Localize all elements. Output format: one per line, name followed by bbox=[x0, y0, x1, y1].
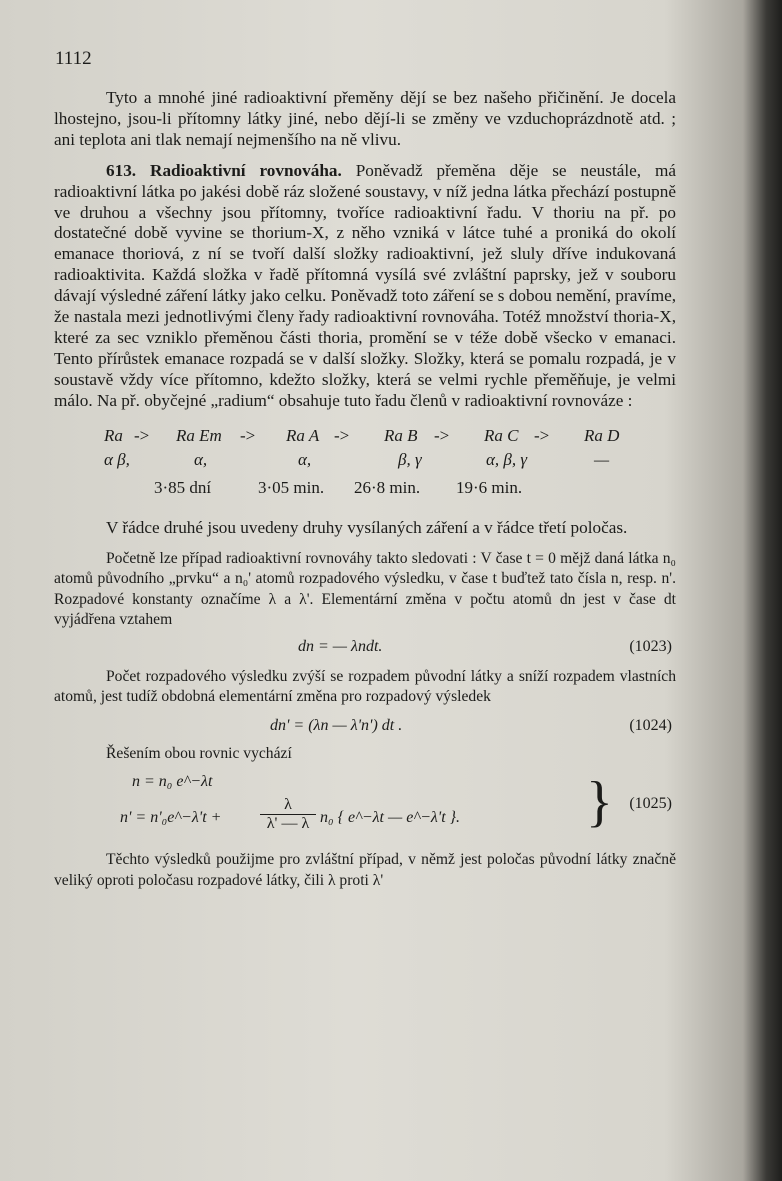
equation-1025-line2-start: n' = n'₀e^−λ't + bbox=[120, 809, 222, 826]
chain-arrow: -> bbox=[334, 425, 350, 445]
radiation-ra-a: α, bbox=[298, 449, 312, 469]
chain-arrow: -> bbox=[434, 425, 450, 445]
chain-member-ra-d: Ra D bbox=[584, 425, 620, 445]
half-life-ra-b: 19·6 min. bbox=[456, 477, 523, 497]
chain-arrow: -> bbox=[134, 425, 150, 445]
page-body bbox=[54, 88, 676, 891]
paragraph-explanation: V řádce druhé jsou uvedeny druhy vysílaných záření a v řádce třetí poločas. bbox=[106, 517, 628, 537]
radiation-ra-b: β, γ bbox=[398, 449, 422, 469]
paragraph-decay-product: Počet rozpadového výsledku zvýší se rozpadem původní látky a sníží rozpadem vlastních atomů, jest tudíž obdobná elementární změna pro rozpadový výsledek bbox=[54, 667, 676, 705]
right-brace: } bbox=[586, 771, 613, 833]
half-life-ra-a: 26·8 min. bbox=[354, 477, 421, 497]
section-title: Radioaktivní rovnováha. bbox=[150, 160, 342, 180]
half-life-ra: 3·85 dní bbox=[154, 477, 212, 497]
fraction-denominator: λ' — λ bbox=[266, 815, 310, 832]
radiation-ra: α β, bbox=[104, 449, 130, 469]
paragraph-special-case: Těchto výsledků použijme pro zvláštní případ, v němž jest poločas původní látky značně veliký oproti poločasu rozpadové látky, čili λ proti λ' bbox=[54, 851, 676, 889]
equation-1025-label: (1025) bbox=[629, 795, 672, 812]
section-number: 613. bbox=[106, 160, 137, 180]
page-number: 1112 bbox=[55, 48, 92, 69]
paragraph-calculation: Početně lze případ radioaktivní rovnováhy takto sledovati : V čase t = 0 mějž daná látka n₀ atomů původního „prvku“ a n₀' atomů rozpadového výsledku, v čase t buďtež tato čísla n, resp. n'. Rozpadové konstanty označíme λ a λ'. Elementární změna v počtu atomů dn jest v čase dt vyjádřena vztahem bbox=[54, 549, 676, 628]
equation-1023-formula: dn = — λndt. bbox=[298, 637, 383, 655]
radiation-ra-d: — bbox=[594, 449, 610, 469]
chain-arrow: -> bbox=[534, 425, 550, 445]
equation-1025 bbox=[54, 768, 676, 842]
equation-1025-fraction bbox=[260, 796, 316, 833]
section-613 bbox=[54, 161, 676, 412]
equation-1023-label: (1023) bbox=[629, 637, 672, 655]
equation-1024-label: (1024) bbox=[629, 716, 672, 734]
half-life-ra-em: 3·05 min. bbox=[258, 477, 325, 497]
chain-member-ra: Ra bbox=[104, 425, 123, 445]
decay-chain bbox=[54, 426, 676, 514]
chain-arrow: -> bbox=[240, 425, 256, 445]
chain-member-ra-em: Ra Em bbox=[176, 425, 222, 445]
equation-1024 bbox=[54, 714, 676, 744]
chain-member-ra-b: Ra B bbox=[384, 425, 418, 445]
equation-1023 bbox=[54, 635, 676, 665]
equation-1024-formula: dn' = (λn — λ'n') dt . bbox=[270, 716, 403, 734]
section-text: Poněvadž přeměna děje se neustále, má radioaktivní látka po jakési době ráz složené soustavy, v níž jedna látka přechází postupně ve druhou a všechny jsou přítomny, tvoříce radioaktivní řadu. V thoriu na př. po dostatečné době vyvine se thorium-X, z něho vzniká v látce tuhé a proniká do okolí emanace thoriová, z ní se tvoří další složky radioaktivní, jež sluly dříve indukovaná radioaktivita. Každá složka v řadě přítomná vysílá své zvláštní paprsky, jež v souboru dávají výsledné záření látky jako celku. Poněvadž toto záření se s dobou nemění, pravíme, že nastala mezi jednotlivými členy řady radioaktivní rovnováha. Totéž množství thoria-X, které za sec vzniklo přeměnou části thoria, promění se v téže době všecko v emanaci. Tento přírůstek emanace rozpadá se v další složky. Složky, která se pomalu rozpadá, je v soustavě vždy více přítomno, kdežto složky, která se velmi rychle přeměňuje, je velmi málo. Na př. obyčejné „radium“ obsahuje tuto řadu členů v radioaktivní rovnováze : bbox=[54, 160, 677, 410]
paragraph-solution: Řešením obou rovnic vychází bbox=[106, 744, 292, 762]
chain-member-ra-a: Ra A bbox=[286, 425, 320, 445]
chain-member-ra-c: Ra C bbox=[484, 425, 519, 445]
radiation-ra-c: α, β, γ bbox=[486, 449, 528, 469]
radiation-ra-em: α, bbox=[194, 449, 208, 469]
equation-1025-line2-end: n₀ { e^−λt — e^−λ't }. bbox=[320, 809, 461, 826]
paragraph-intro: Tyto a mnohé jiné radioaktivní přeměny dějí se bez našeho přičinění. Je docela lhostejno, jsou-li přítomny látky jiné, nebo dějí-li se změny ve vzduchoprázdnotě atd. ; ani teplota ani tlak nemají nejmenšího na ně vlivu. bbox=[54, 88, 676, 149]
fraction-numerator: λ bbox=[260, 796, 316, 815]
equation-1025-line1: n = n₀ e^−λt bbox=[132, 773, 213, 790]
